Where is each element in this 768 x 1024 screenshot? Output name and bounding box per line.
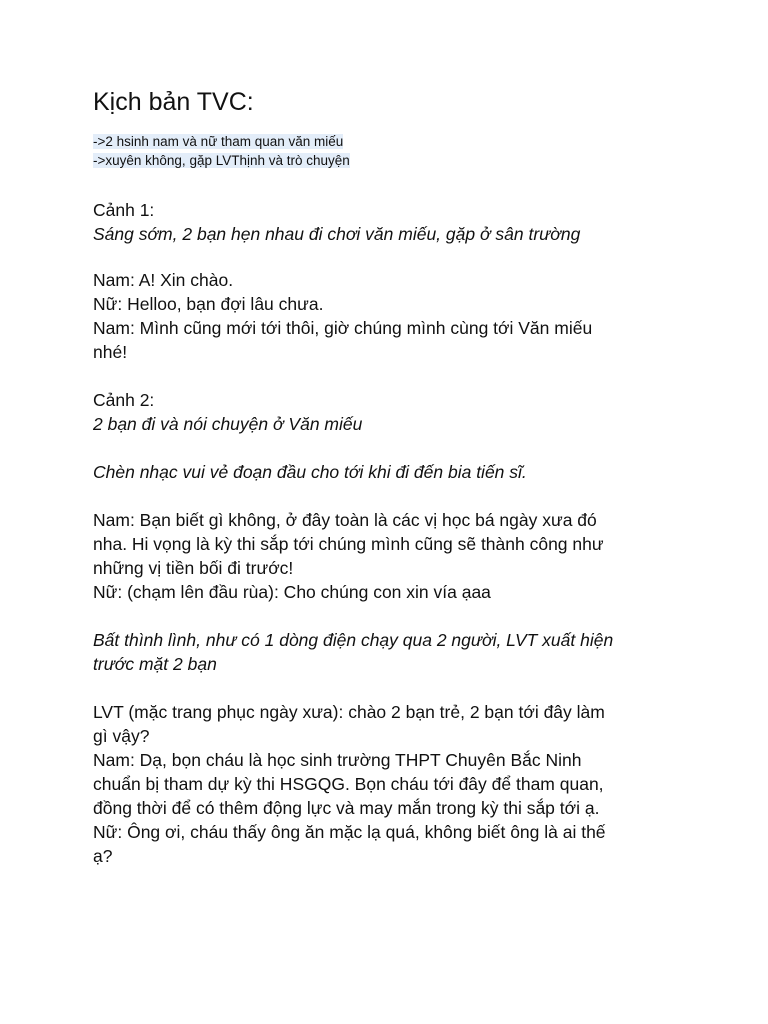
event-description: trước mặt 2 bạn xyxy=(93,654,217,674)
dialogue-line: những vị tiền bối đi trước! xyxy=(93,558,294,578)
scene2-heading: Cảnh 2: xyxy=(93,390,155,410)
dialogue-line: đồng thời để có thêm động lực và may mắn trong kỳ thi sắp tới ạ. xyxy=(93,798,600,818)
dialogue-line: nha. Hi vọng là kỳ thi sắp tới chúng mình cũng sẽ thành công như xyxy=(93,534,604,554)
dialogue-line: ạ? xyxy=(93,846,113,866)
dialogue-line: Nam: Mình cũng mới tới thôi, giờ chúng mình cùng tới Văn miếu xyxy=(93,318,593,338)
note-line: ->2 hsinh nam và nữ tham quan văn miếu xyxy=(93,134,344,149)
dialogue-line: Nam: A! Xin chào. xyxy=(93,270,234,290)
dialogue-line: nhé! xyxy=(93,342,128,362)
dialogue-line: Nữ: Helloo, bạn đợi lâu chưa. xyxy=(93,294,324,314)
dialogue-line: chuẩn bị tham dự kỳ thi HSGQG. Bọn cháu tới đây để tham quan, xyxy=(93,774,604,794)
document-title: Kịch bản TVC: xyxy=(93,88,254,116)
dialogue-line: Nam: Bạn biết gì không, ở đây toàn là các vị học bá ngày xưa đó xyxy=(93,510,597,530)
scene2-setting: 2 bạn đi và nói chuyện ở Văn miếu xyxy=(93,414,363,434)
dialogue-line: gì vậy? xyxy=(93,726,150,746)
music-note: Chèn nhạc vui vẻ đoạn đầu cho tới khi đi đến bia tiến sĩ. xyxy=(93,462,527,482)
note-line: ->xuyên không, gặp LVThịnh và trò chuyện xyxy=(93,153,350,168)
dialogue-line: LVT (mặc trang phục ngày xưa): chào 2 bạn trẻ, 2 bạn tới đây làm xyxy=(93,702,605,722)
script-body xyxy=(93,198,733,868)
scene1-setting: Sáng sớm, 2 bạn hẹn nhau đi chơi văn miếu, gặp ở sân trường xyxy=(93,224,581,244)
document-page xyxy=(93,86,733,868)
scene1-heading: Cảnh 1: xyxy=(93,200,155,220)
event-description: Bất thình lình, như có 1 dòng điện chạy qua 2 người, LVT xuất hiện xyxy=(93,630,614,650)
dialogue-line: Nữ: (chạm lên đầu rùa): Cho chúng con xin vía ạaa xyxy=(93,582,491,602)
dialogue-line: Nữ: Ông ơi, cháu thấy ông ăn mặc lạ quá, không biết ông là ai thế xyxy=(93,822,606,842)
dialogue-line: Nam: Dạ, bọn cháu là học sinh trường THPT Chuyên Bắc Ninh xyxy=(93,750,582,770)
highlighted-notes xyxy=(93,132,733,170)
